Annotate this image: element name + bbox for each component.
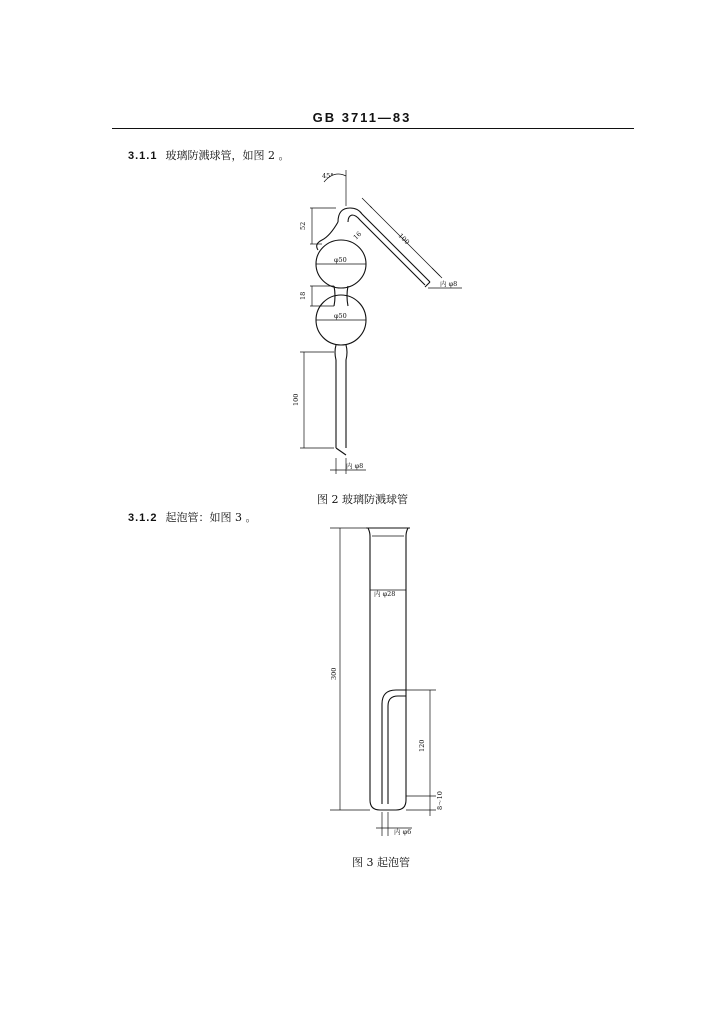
fig2-angle-label: 45° [322, 172, 334, 180]
section-text: 起泡管：如图 3 。 [165, 511, 257, 524]
fig2-inner-arm-label: 内 φ8 [440, 280, 458, 288]
fig3-dim-gap-label: 8～10 [436, 791, 444, 810]
section-text: 玻璃防溅球管，如图 2 。 [165, 149, 290, 162]
section-number: 3.1.2 [128, 512, 158, 524]
fig2-dim-stem-label: 100 [292, 393, 300, 406]
fig3-dim-total-label: 300 [330, 667, 338, 680]
inner-tube-left [382, 690, 406, 804]
document-header-title: GB 3711—83 [312, 110, 412, 125]
fig2-upper-bulb-label: φ50 [334, 256, 347, 264]
fig2-dim-top-label: 52 [299, 221, 307, 230]
figure-2-caption: 图 2 玻璃防溅球管 [317, 493, 408, 506]
section-number: 3.1.1 [128, 150, 158, 162]
fig2-dim-waist-label: 18 [299, 291, 307, 300]
fig2-dim-arm-label: 100 [396, 231, 412, 247]
inner-tube-right [388, 696, 406, 804]
figure-3-caption: 图 3 起泡管 [352, 856, 410, 869]
fig3-inner-tube-label: 内 φ28 [374, 590, 396, 598]
fig3-dim-inner-label: 120 [418, 739, 426, 752]
fig2-inner-stem-label: 内 φ8 [346, 462, 364, 470]
fig2-dim-neck-label: 16 [351, 229, 364, 242]
fig2-lower-bulb-label: φ50 [334, 312, 347, 320]
fig3-inner-small-label: 内 φ6 [394, 828, 412, 836]
